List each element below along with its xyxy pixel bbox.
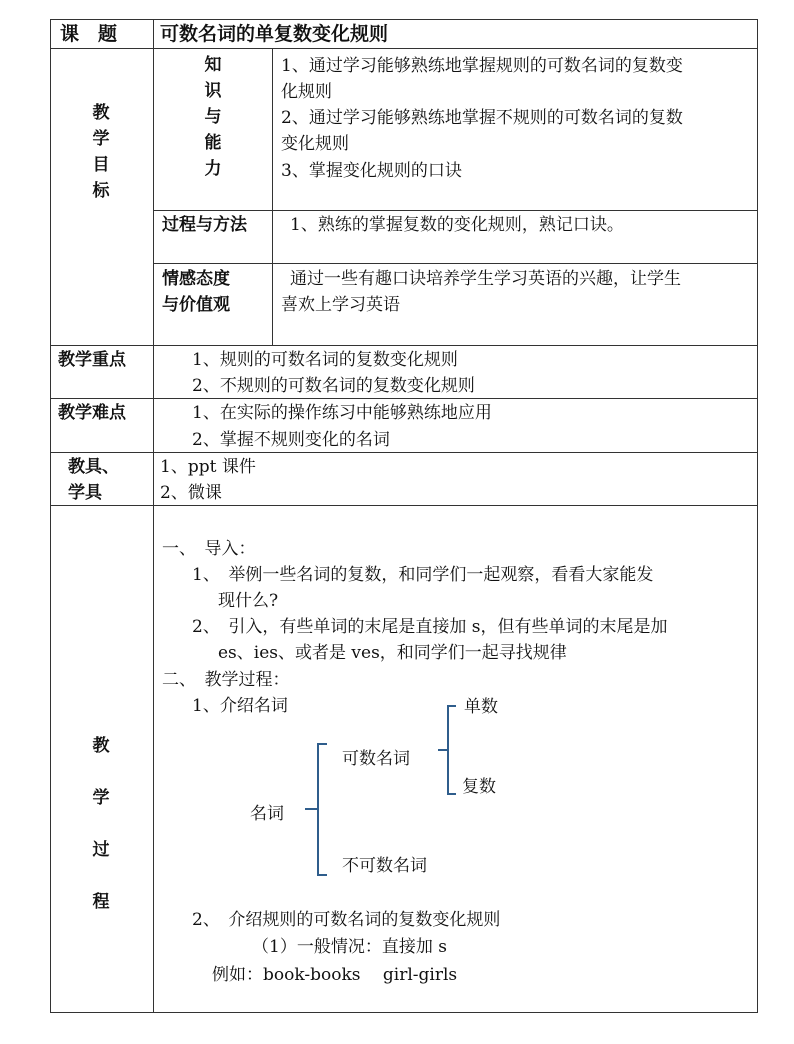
subject-label: 课 题 — [60, 23, 118, 45]
key-points-label: 教学重点 — [58, 350, 126, 370]
process-method-text: 1、熟练的掌握复数的变化规则，熟记口诀。 — [290, 215, 624, 235]
teaching-process-label: 教 学 过 程 — [92, 736, 110, 912]
tree-node-countable: 可数名词 — [342, 749, 410, 769]
difficulties-label: 教学难点 — [58, 403, 126, 423]
process-item: 2、 介绍规则的可数名词的复数变化规则 — [192, 910, 501, 930]
knowledge-line: 变化规则 — [281, 134, 349, 154]
lesson-title: 可数名词的单复数变化规则 — [160, 23, 389, 45]
values-label: 与价值观 — [162, 295, 230, 315]
attitude-label: 情感态度 — [162, 269, 230, 289]
process-item: 1、介绍名词 — [192, 696, 288, 716]
section-intro-title: 一、 导入： — [162, 539, 256, 559]
intro-item: 1、 举例一些名词的复数，和同学们一起观察，看看大家能发 — [192, 565, 654, 585]
tree-node-noun: 名词 — [250, 804, 284, 824]
bracket-countable — [438, 706, 456, 794]
intro-item-cont: 现什么? — [218, 591, 279, 611]
knowledge-ability-label: 知 识 与 能 力 — [204, 55, 222, 179]
key-point-item: 1、规则的可数名词的复数变化规则 — [192, 350, 458, 370]
tree-node-singular: 单数 — [464, 697, 498, 717]
tools-label-2: 学具 — [68, 483, 102, 503]
key-point-item: 2、不规则的可数名词的复数变化规则 — [192, 376, 475, 396]
knowledge-line: 2、通过学习能够熟练地掌握不规则的可数名词的复数 — [281, 108, 683, 128]
knowledge-line: 1、通过学习能够熟练地掌握规则的可数名词的复数变 — [281, 56, 683, 76]
tree-node-plural: 复数 — [462, 777, 496, 797]
tool-item: 1、ppt 课件 — [160, 457, 256, 477]
rule-item: （1）一般情况：直接加 s — [252, 937, 447, 957]
process-method-label: 过程与方法 — [162, 215, 247, 235]
difficulty-item: 2、掌握不规则变化的名词 — [192, 430, 390, 450]
attitude-line: 通过一些有趣口诀培养学生学习英语的兴趣，让学生 — [290, 269, 681, 289]
bracket-noun — [305, 744, 327, 875]
knowledge-line: 3、掌握变化规则的口诀 — [281, 161, 462, 181]
intro-item-cont: es、ies、或者是 ves，和同学们一起寻找规律 — [218, 643, 567, 663]
difficulty-item: 1、在实际的操作练习中能够熟练地应用 — [192, 403, 492, 423]
intro-item: 2、 引入，有些单词的末尾是直接加 s，但有些单词的末尾是加 — [192, 617, 668, 637]
tools-label: 教具、 — [68, 457, 119, 477]
tree-node-uncountable: 不可数名词 — [342, 856, 427, 876]
knowledge-line: 化规则 — [281, 82, 332, 102]
section-process-title: 二、 教学过程： — [162, 670, 290, 690]
tool-item: 2、微课 — [160, 483, 222, 503]
teaching-goals-label: 教 学 目 标 — [92, 103, 110, 201]
example-line: 例如：book-books girl-girls — [212, 965, 458, 985]
attitude-line: 喜欢上学习英语 — [281, 295, 400, 315]
